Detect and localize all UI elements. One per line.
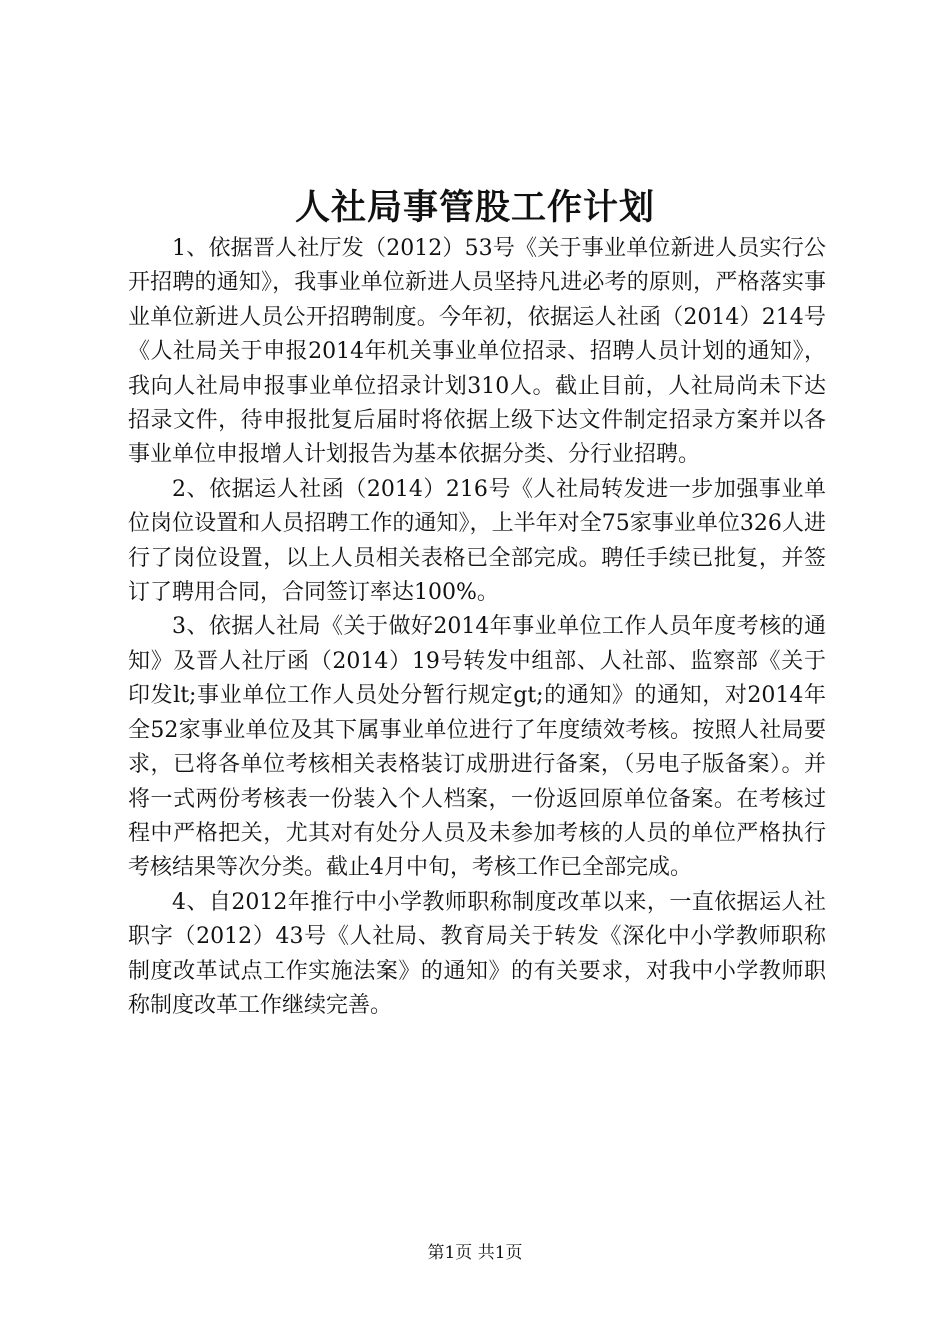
paragraph-3: 3、依据人社局《关于做好2014年事业单位工作人员年度考核的通知》及晋人社厅函（2014）19号转发中组部、人社部、监察部《关于印发lt;事业单位工作人员处分暂行规定gt;的通知》的通知，对2014年全52家事业单位及其下属事业单位进行了年度绩效考核。按照人社局要求，已将各单位考核相关表格装订成册进行备案，（另电子版备案）。并将一式两份考核表一份装入个人档案，一份返回原单位备案。在考核过程中严格把关，尤其对有处分人员及未参加考核的人员的单位严格执行考核结果等次分类。截止4月中旬，考核工作已全部完成。 — [128, 614, 826, 881]
paragraph-4: 4、自2012年推行中小学教师职称制度改革以来，一直依据运人社职字（2012）43号《人社局、教育局关于转发《深化中小学教师职称制度改革试点工作实施法案》的通知》的有关要求，对我中小学教师职称制度改革工作继续完善。 — [128, 889, 826, 1018]
page-number-footer: 第1页 共1页 — [427, 1243, 523, 1263]
document-title: 人社局事管股工作计划 — [294, 187, 655, 228]
document-body — [128, 232, 826, 1023]
paragraph-1: 1、依据晋人社厅发（2012）53号《关于事业单位新进人员实行公开招聘的通知》，我事业单位新进人员坚持凡进必考的原则，严格落实事业单位新进人员公开招聘制度。今年初，依据运人社函（2014）214号《人社局关于申报2014年机关事业单位招录、招聘人员计划的通知》，我向人社局申报事业单位招录计划310人。截止目前，人社局尚未下达招录文件，待申报批复后届时将依据上级下达文件制定招录方案并以各事业单位申报增人计划报告为基本依据分类、分行业招聘。 — [128, 236, 826, 468]
paragraph-2: 2、依据运人社函（2014）216号《人社局转发进一步加强事业单位岗位设置和人员招聘工作的通知》，上半年对全75家事业单位326人进行了岗位设置，以上人员相关表格已全部完成。聘任手续已批复，并签订了聘用合同，合同签订率达100%。 — [128, 476, 826, 606]
